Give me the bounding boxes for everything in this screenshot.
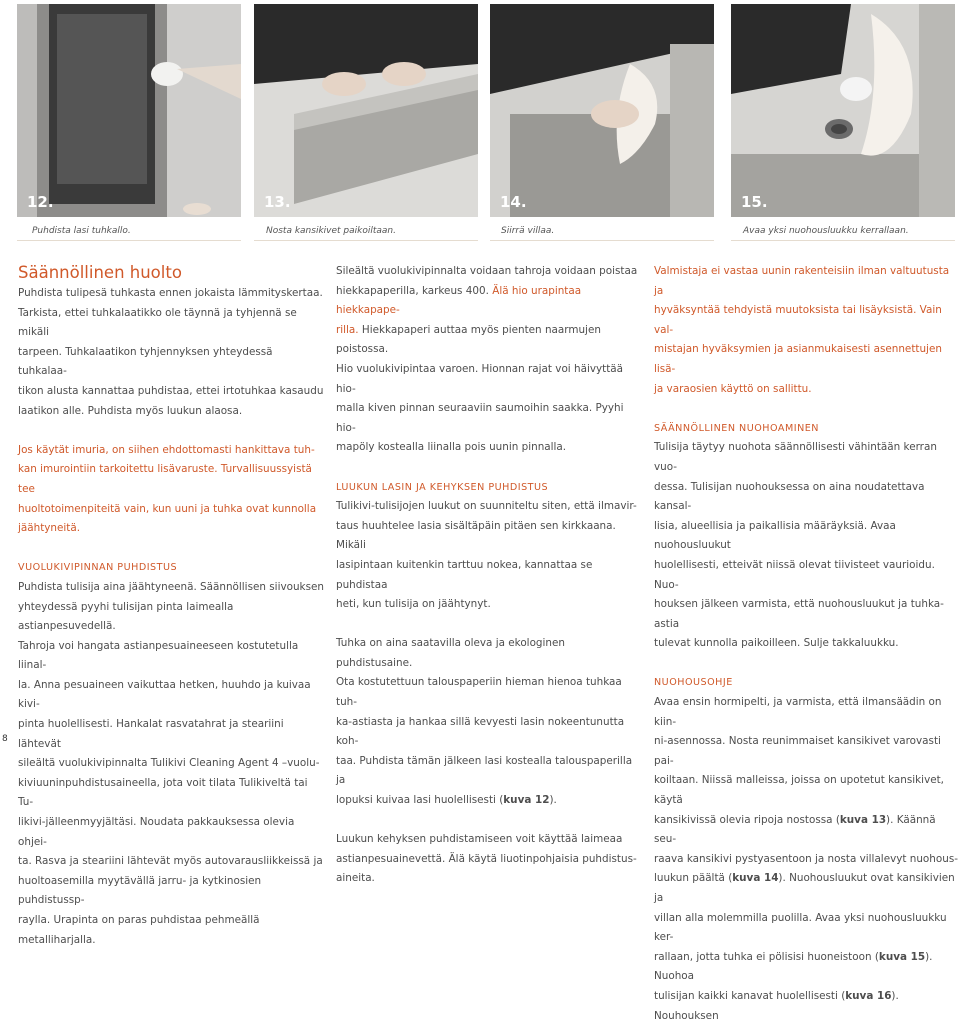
page-number: 8	[2, 734, 8, 744]
text-span: ). Nouhouksen	[654, 989, 899, 1022]
text-line: malla kiven pinnan seuraaviin saumoihin saakka. Pyyhi hio-	[336, 402, 624, 434]
text-line: Hio vuolukivipintaa varoen. Hionnan rajat voi häivyttää hio-	[336, 362, 624, 395]
text-line: Tuhka on aina saatavilla oleva ja ekologinen puhdistusaine.	[336, 637, 565, 669]
text-span: ). Nuohousluukut ovat kansikivien ja	[654, 872, 955, 904]
photo-number: 13.	[264, 193, 291, 211]
text-line: lisia, alueellisia ja paikallisia määräyksiä. Avaa nuohousluukut	[654, 519, 896, 552]
text-line: taus huuhtelee lasia sisältäpäin pitäen sen kirkkaana. Mikäli	[336, 519, 616, 552]
text-line: taa. Puhdista tämän jälkeen lasi kostealla talouspaperilla ja	[336, 754, 633, 787]
photo-cleaning-glass	[17, 4, 241, 217]
text-line: Sileältä vuolukivipinnalta voidaan tahroja voidaan poistaa	[336, 265, 638, 277]
figure-ref: kuva 15	[878, 950, 926, 963]
photo-number: 12.	[27, 193, 54, 211]
text-line: tarpeen. Tuhkalaatikon tyhjennyksen yhteydessä tuhkalaa-	[18, 345, 273, 378]
caption-divider	[17, 240, 241, 241]
text-line: yhteydessä pyyhi tulisijan pinta laimealla astianpesuvedellä.	[18, 600, 234, 633]
text-line: huoltoasemilla myytävällä jarru- ja kytkinosien puhdistussp-	[18, 874, 262, 907]
subheading: SÄÄNNÖLLINEN NUOHOAMINEN	[654, 422, 819, 434]
text-line: ni-asennossa. Nosta reunimmaiset kansikivet varovasti pai-	[654, 735, 941, 767]
photo-caption: Siirrä villaa.	[501, 226, 555, 236]
text-line: koiltaan. Niissä malleissa, joissa on upotetut kansikivet, käytä	[654, 774, 944, 807]
text-line: huolellisesti, etteivät niissä olevat tiivisteet vaurioidu. Nuo-	[654, 558, 935, 591]
photo-illustration	[17, 4, 241, 217]
text-line: Avaa ensin hormipelti, ja varmista, että ilmansäädin on kiin-	[654, 696, 942, 728]
figure-ref: kuva 12	[503, 794, 550, 807]
photo-caption: Nosta kansikivet paikoiltaan.	[266, 226, 396, 236]
text-line: heti, kun tulisija on jäähtynyt.	[336, 598, 491, 611]
photo-moving-wool	[490, 4, 714, 217]
text-span: hiekkapaperilla, karkeus 400.	[336, 284, 489, 297]
text-line: Puhdista tulipesä tuhkasta ennen jokaista lämmityskertaa.	[18, 287, 323, 299]
column-1	[18, 262, 324, 950]
text-line: mapöly kostealla liinalla pois uunin pinnalla.	[336, 441, 567, 454]
caption-divider	[254, 240, 478, 241]
caption-divider	[490, 240, 714, 241]
text-line	[654, 869, 960, 908]
text-line: Tulisija täytyy nuohota säännöllisesti vähintään kerran vuo-	[654, 441, 937, 473]
text-line: Tahroja voi hangata astianpesuaineeseen kostutetulla liinal-	[18, 639, 299, 672]
photo-illustration	[490, 4, 714, 217]
warning-line: kan imurointiin tarkoitettu lisävaruste. Turvallisuussyistä tee	[18, 463, 312, 495]
photo-illustration	[731, 4, 955, 217]
text-line: sileältä vuolukivipinnalta Tulikivi Cleaning Agent 4 –vuolu-	[18, 757, 320, 770]
warning-line: ja varaosien käyttö on sallittu.	[654, 382, 812, 395]
text-line: likivi-jälleenmyyjältäsi. Noudata pakkauksessa olevia ohjei-	[18, 816, 295, 848]
warning-span: Älä hio urapintaa hiekkapape-	[336, 284, 582, 317]
text-span: Hiekkapaperi auttaa myös pienten naarmujen poistossa.	[336, 323, 601, 356]
text-line: aineita.	[336, 872, 375, 885]
text-line: houksen jälkeen varmista, että nuohousluukut ja tuhka-astia	[654, 598, 944, 630]
text-line: Tarkista, ettei tuhkalaatikko ole täynnä ja tyhjennä se mikäli	[18, 306, 297, 339]
photo-number: 15.	[741, 193, 768, 211]
text-span: ). Käännä seu-	[654, 813, 936, 846]
text-line: tulevat kunnolla paikoilleen. Sulje takkaluukku.	[654, 637, 899, 650]
subheading: NUOHOUSOHJE	[654, 677, 733, 689]
warning-line: Jos käytät imuria, on siihen ehdottomasti hankittava tuh-	[18, 443, 315, 456]
subheading: VUOLUKIVIPINNAN PUHDISTUS	[18, 562, 178, 574]
text-line	[654, 811, 960, 850]
text-line	[654, 987, 960, 1026]
figure-ref: kuva 14	[732, 872, 779, 885]
text-span: rallaan, jotta tuhka ei pölisisi huoneistoon (	[654, 950, 879, 963]
text-line: dessa. Tulisijan nuohouksessa on aina noudatettava kansal-	[654, 480, 925, 513]
text-line	[654, 948, 960, 987]
text-line: villan alla molemmilla puolilla. Avaa yksi nuohousluukku ker-	[654, 911, 947, 944]
warning-line: Valmistaja ei vastaa uunin rakenteisiin ilman valtuutusta ja	[654, 265, 950, 297]
text-span: kansikivissä olevia ripoja nostossa (	[654, 813, 840, 826]
text-span: tulisijan kaikki kanavat huolellisesti (	[654, 989, 846, 1002]
figure-ref: kuva 16	[845, 989, 892, 1002]
text-line: Luukun kehyksen puhdistamiseen voit käyttää laimeaa	[336, 833, 623, 846]
text-line: astianpesuainevettä. Älä käytä liuotinpohjaisia puhdistus-	[336, 852, 637, 865]
text-line: Puhdista tulisija aina jäähtyneenä. Säännöllisen siivouksen	[18, 580, 324, 593]
warning-line: jäähtyneitä.	[18, 522, 81, 535]
warning-line: mistajan hyväksymien ja asianmukaisesti asennettujen lisä-	[654, 343, 942, 375]
column-3	[654, 262, 960, 1026]
text-line: ka-astiasta ja hankaa sillä kevyesti lasin nokeentunutta koh-	[336, 715, 625, 748]
warning-span: rilla.	[336, 323, 359, 336]
section-heading: Säännöllinen huolto	[18, 263, 182, 282]
text-line: Ota kostutettuun talouspaperiin hieman hienoa tuhkaa tuh-	[336, 676, 622, 709]
text-line	[336, 282, 642, 321]
text-line: ta. Rasva ja steariini lähtevät myös autovarausliikkeissä ja	[18, 855, 323, 868]
text-line: la. Anna pesuaineen vaikuttaa hetken, huuhdo ja kuivaa kivi-	[18, 678, 311, 711]
text-line: tikon alusta kannattaa puhdistaa, ettei irtotuhkaa kasaudu	[18, 384, 324, 397]
photo-number: 14.	[500, 193, 527, 211]
warning-line: hyväksyntää tehdyistä muutoksista tai lisäyksistä. Vain val-	[654, 304, 942, 336]
photo-caption: Puhdista lasi tuhkallo.	[32, 226, 131, 236]
warning-line: huoltotoimenpiteitä vain, kun uuni ja tuhka ovat kunnolla	[18, 502, 317, 515]
text-line: raylla. Urapinta on paras puhdistaa pehmeällä metalliharjalla.	[18, 914, 260, 946]
text-span: lopuksi kuivaa lasi huolellisesti (	[336, 794, 504, 807]
photo-caption: Avaa yksi nuohousluukku kerrallaan.	[743, 226, 909, 236]
text-line	[336, 791, 642, 811]
photo-opening-sweep-hatch	[731, 4, 955, 217]
column-2	[336, 262, 642, 889]
text-line: pinta huolellisesti. Hankalat rasvatahrat ja steariini lähtevät	[18, 718, 284, 750]
text-line: lasipintaan kuitenkin tarttuu nokea, kannattaa se puhdistaa	[336, 558, 593, 591]
text-line: laatikon alle. Puhdista myös luukun alaosa.	[18, 404, 243, 417]
text-line: Tulikivi-tulisijojen luukut on suunniteltu siten, että ilmavir-	[336, 500, 637, 513]
text-line: kiviuuninpuhdistusaineella, jota voit tilata Tulikiveltä tai Tu-	[18, 776, 308, 809]
text-span: ).	[549, 794, 557, 807]
photo-illustration	[254, 4, 478, 217]
photo-lifting-cover-stones	[254, 4, 478, 217]
text-line: raava kansikivi pystyasentoon ja nosta villalevyt nuohous-	[654, 852, 958, 865]
text-span: ). Nuohoa	[654, 950, 933, 983]
figure-ref: kuva 13	[839, 813, 887, 826]
subheading: LUUKUN LASIN JA KEHYKSEN PUHDISTUS	[336, 481, 549, 493]
text-span: luukun päältä (	[654, 872, 733, 885]
caption-divider	[731, 240, 955, 241]
text-line	[336, 321, 642, 360]
